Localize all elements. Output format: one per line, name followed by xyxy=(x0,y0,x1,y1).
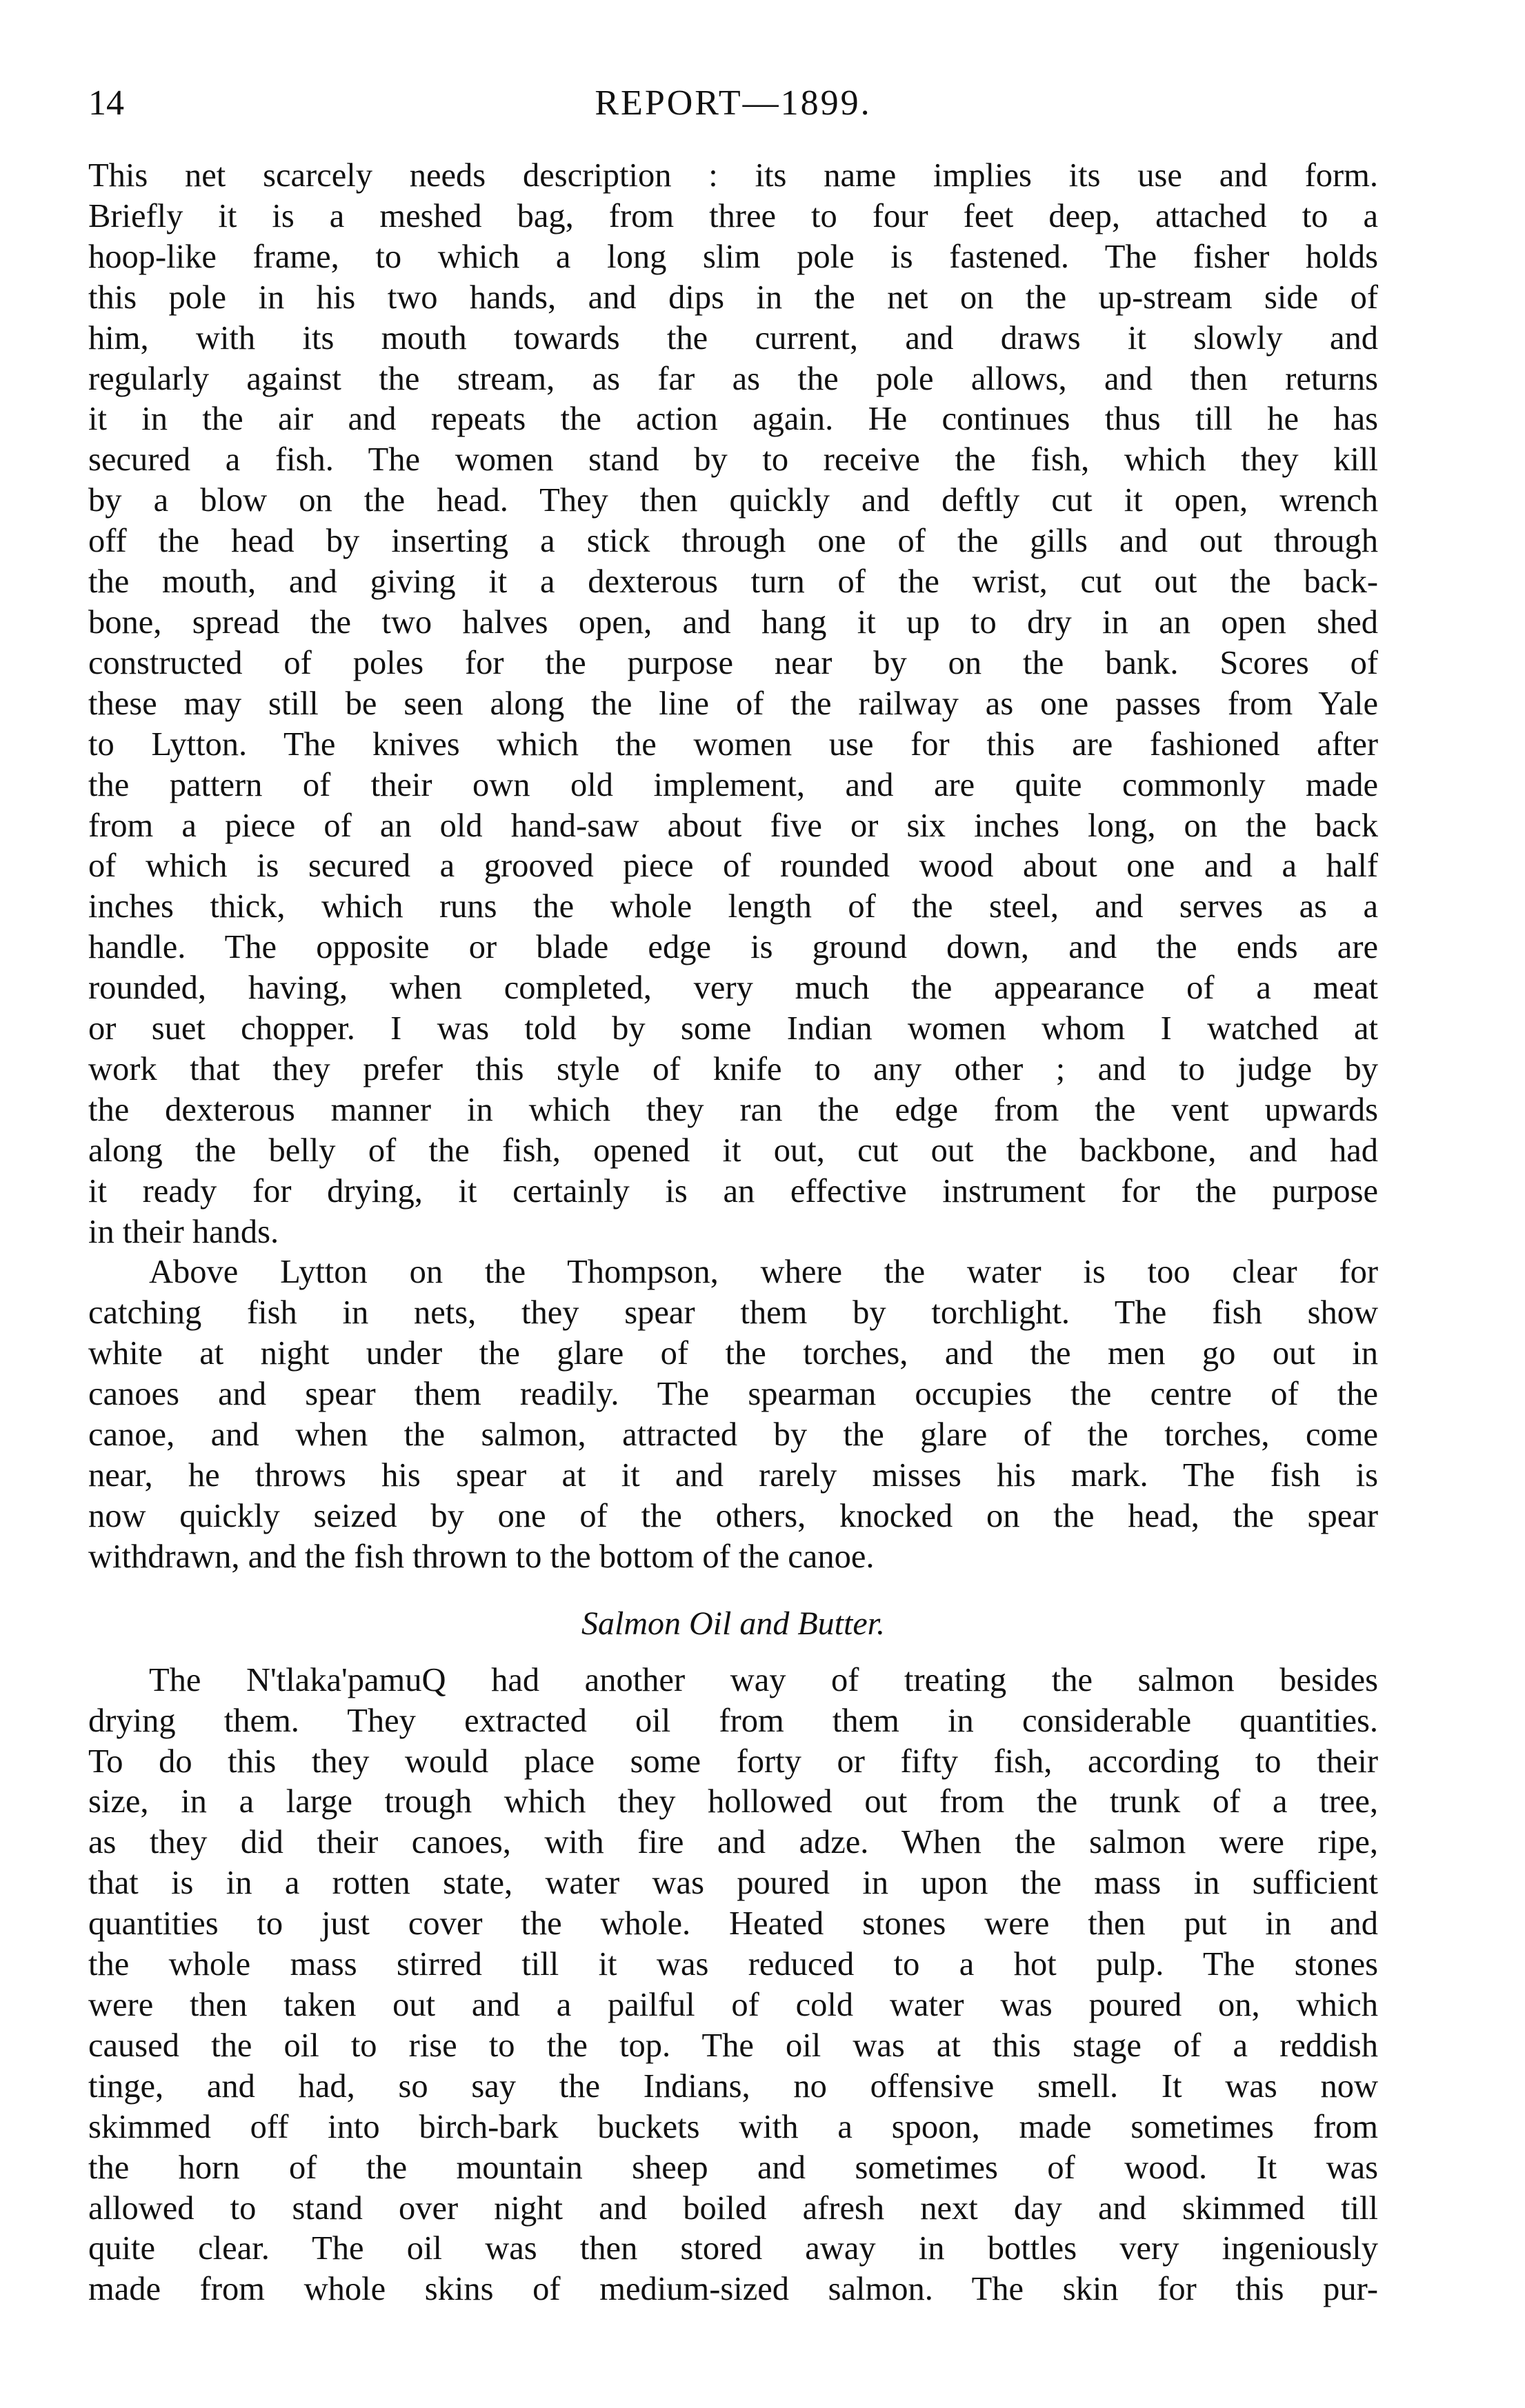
text-line: Briefly it is a meshed bag, from three to four feet deep, attached to a xyxy=(88,197,1378,234)
text-line: handle. The opposite or blade edge is ground down, and the ends are xyxy=(88,929,1378,966)
paragraph-group xyxy=(88,156,1378,1578)
text-line: quite clear. The oil was then stored away in bottles very ingeniously xyxy=(88,2230,1378,2267)
page xyxy=(88,76,1378,2310)
text-line: were then taken out and a pailful of cold water was poured on, which xyxy=(88,1986,1378,2023)
text-line: him, with its mouth towards the current, and draws it slowly and xyxy=(88,319,1378,357)
text-line: constructed of poles for the purpose near by on the bank. Scores of xyxy=(88,644,1378,681)
text-line: skimmed off into birch-bark buckets with a spoon, made sometimes from xyxy=(88,2108,1378,2145)
text-line: quantities to just cover the whole. Heated stones were then put in and xyxy=(88,1905,1378,1943)
text-line: of which is secured a grooved piece of rounded wood about one and a half xyxy=(88,847,1378,885)
text-line: as they did their canoes, with fire and adze. When the salmon were ripe, xyxy=(88,1824,1378,1861)
text-line: The N'tlaka'pamuQ had another way of treating the salmon besides xyxy=(149,1661,1378,1698)
text-line: to Lytton. The knives which the women use for this are fashioned after xyxy=(88,725,1378,763)
page-number: 14 xyxy=(88,83,124,123)
text-line: in their hands. xyxy=(88,1213,279,1250)
text-line: hoop-like frame, to which a long slim pole is fastened. The fisher holds xyxy=(88,238,1378,275)
text-line: Above Lytton on the Thompson, where the water is too clear for xyxy=(149,1254,1378,1291)
text-line: the horn of the mountain sheep and sometimes of wood. It was xyxy=(88,2149,1378,2186)
text-line: by a blow on the head. They then quickly and deftly cut it open, wrench xyxy=(88,482,1378,519)
section-heading: Salmon Oil and Butter. xyxy=(581,1605,885,1642)
text-line: canoe, and when the salmon, attracted by the glare of the torches, come xyxy=(88,1416,1378,1454)
text-line: it in the air and repeats the action again. He continues thus till he has xyxy=(88,401,1378,438)
text-line: off the head by inserting a stick through one of the gills and out through xyxy=(88,523,1378,560)
text-line: now quickly seized by one of the others, knocked on the head, the spear xyxy=(88,1497,1378,1534)
text-line: work that they prefer this style of knife to any other ; and to judge by xyxy=(88,1050,1378,1087)
paragraph-group xyxy=(88,1660,1378,2311)
text-line: inches thick, which runs the whole length of the steel, and serves as a xyxy=(88,888,1378,925)
text-line: This net scarcely needs description : its name implies its use and form. xyxy=(88,157,1378,194)
text-line: canoes and spear them readily. The spearman occupies the centre of the xyxy=(88,1376,1378,1413)
text-line: size, in a large trough which they hollowed out from the trunk of a tree, xyxy=(88,1783,1378,1820)
text-line: rounded, having, when completed, very much the appearance of a meat xyxy=(88,970,1378,1007)
text-line: allowed to stand over night and boiled afresh next day and skimmed till xyxy=(88,2189,1378,2227)
text-line: withdrawn, and the fish thrown to the bottom of the canoe. xyxy=(88,1538,875,1575)
text-line: the whole mass stirred till it was reduced to a hot pulp. The stones xyxy=(88,1946,1378,1983)
text-line: drying them. They extracted oil from them in considerable quantities. xyxy=(88,1702,1378,1739)
paragraph xyxy=(88,1252,1378,1577)
text-line: these may still be seen along the line of the railway as one passes from Yale xyxy=(88,685,1378,722)
running-head: REPORT—1899. xyxy=(595,83,872,123)
text-line: caused the oil to rise to the top. The oil was at this stage of a reddish xyxy=(88,2027,1378,2064)
text-line: secured a fish. The women stand by to receive the fish, which they kill xyxy=(88,441,1378,479)
text-line: the pattern of their own old implement, and are quite commonly made xyxy=(88,766,1378,803)
paragraph xyxy=(88,1660,1378,2311)
text-line: made from whole skins of medium-sized salmon. The skin for this pur- xyxy=(88,2271,1378,2308)
text-line: tinge, and had, so say the Indians, no offensive smell. It was now xyxy=(88,2067,1378,2105)
text-line: this pole in his two hands, and dips in the net on the up-stream side of xyxy=(88,279,1378,316)
text-line: or suet chopper. I was told by some Indian women whom I watched at xyxy=(88,1010,1378,1047)
text-line: white at night under the glare of the torches, and the men go out in xyxy=(88,1335,1378,1372)
paragraph xyxy=(88,156,1378,1252)
text-line: the mouth, and giving it a dexterous turn of the wrist, cut out the back- xyxy=(88,563,1378,601)
text-line: regularly against the stream, as far as the pole allows, and then returns xyxy=(88,360,1378,397)
text-line: that is in a rotten state, water was poured in upon the mass in sufficient xyxy=(88,1865,1378,1902)
text-line: To do this they would place some forty or fifty fish, according to their xyxy=(88,1743,1378,1780)
page-header xyxy=(88,76,1378,131)
body-text xyxy=(88,156,1378,2310)
text-line: catching fish in nets, they spear them by torchlight. The fish show xyxy=(88,1294,1378,1332)
text-line: the dexterous manner in which they ran the edge from the vent upwards xyxy=(88,1091,1378,1128)
text-line: along the belly of the fish, opened it out, cut out the backbone, and had xyxy=(88,1132,1378,1169)
text-line: it ready for drying, it certainly is an effective instrument for the purpose xyxy=(88,1172,1378,1210)
text-line: bone, spread the two halves open, and hang it up to dry in an open shed xyxy=(88,603,1378,641)
text-line: near, he throws his spear at it and rarely misses his mark. The fish is xyxy=(88,1457,1378,1494)
text-line: from a piece of an old hand-saw about five or six inches long, on the back xyxy=(88,807,1378,844)
